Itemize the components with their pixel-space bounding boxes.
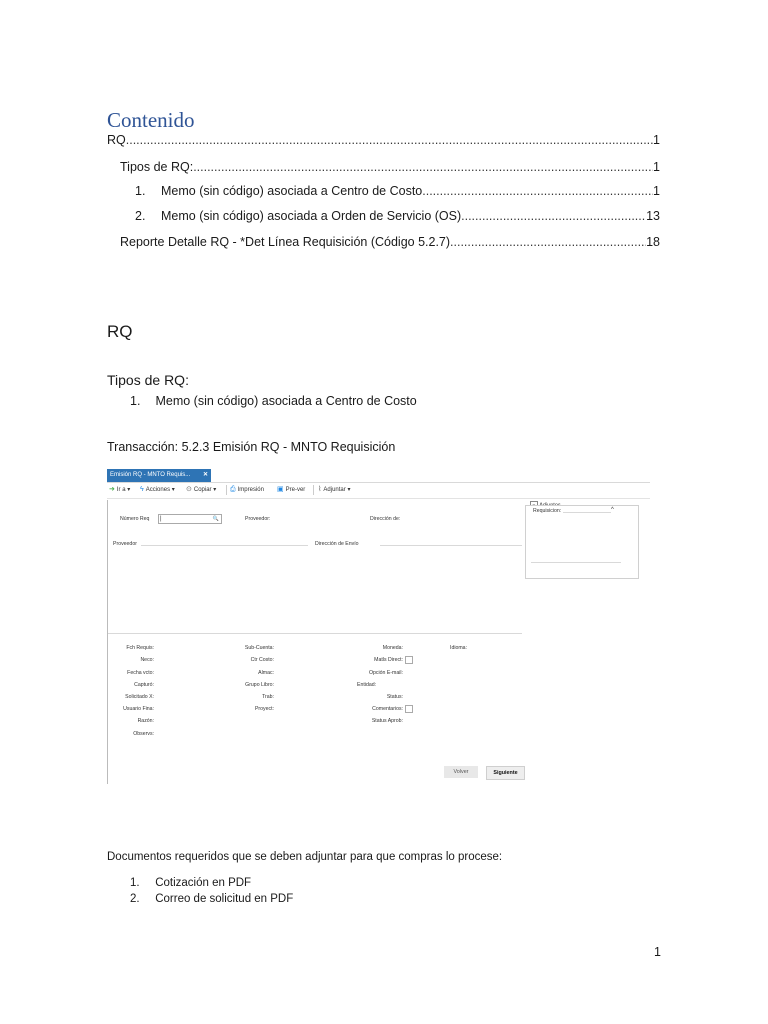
acciones-button[interactable]: ϟ Acciones ▾ bbox=[140, 486, 175, 493]
comentarios-checkbox[interactable] bbox=[405, 705, 413, 713]
toc-entry-text: Memo (sin código) asociada a Centro de Costo bbox=[161, 184, 423, 198]
toc-page: 1 bbox=[653, 133, 660, 147]
pre-ver-label: Pre-ver bbox=[285, 487, 306, 493]
toolbar bbox=[107, 483, 650, 499]
toc-leader bbox=[193, 160, 653, 174]
toc-entry-text: Reporte Detalle RQ - *Det Línea Requisición (Código 5.2.7) bbox=[120, 235, 451, 249]
page-number: 1 bbox=[654, 945, 661, 959]
list-item bbox=[130, 394, 417, 408]
list-text: Cotización en PDF bbox=[155, 877, 252, 889]
numero-req-input[interactable] bbox=[158, 514, 222, 524]
divider bbox=[563, 512, 611, 513]
proveedor-section-label: Proveedor bbox=[113, 541, 137, 547]
toc-page: 18 bbox=[646, 235, 660, 249]
siguiente-button[interactable]: Siguiente bbox=[486, 766, 525, 780]
matls-direct-label: Matls Direct: bbox=[374, 657, 403, 663]
grupo-libro-label: Grupo Libro: bbox=[245, 682, 274, 688]
toc-leader bbox=[126, 133, 653, 147]
list-item bbox=[130, 877, 251, 889]
adjuntar-label: Adjuntar bbox=[323, 487, 346, 493]
acciones-label: Acciones bbox=[145, 487, 171, 493]
copiar-button[interactable]: ⊙ Copiar ▾ bbox=[186, 486, 217, 493]
paperclip-icon: ⌇ bbox=[318, 486, 322, 493]
direccion-de-label: Dirección de: bbox=[370, 516, 401, 522]
ir-a-button[interactable]: ➜ Ir a ▾ bbox=[109, 486, 131, 493]
toc-entry-memo-cc[interactable] bbox=[135, 184, 660, 198]
toc-entry-text: RQ bbox=[107, 133, 126, 147]
tab-title: Emisión RQ - MNTO Requis... bbox=[110, 472, 191, 478]
status-aprob-label: Status Aprob: bbox=[371, 718, 403, 724]
fecha-vcto-label: Fecha vcto: bbox=[127, 670, 154, 676]
toc-entry-text: Tipos de RQ: bbox=[120, 160, 194, 174]
toc-entry-reporte[interactable] bbox=[120, 235, 660, 249]
divider bbox=[531, 562, 621, 563]
observs-label: Observs: bbox=[133, 731, 154, 737]
toc-leader bbox=[461, 209, 646, 223]
app-screenshot bbox=[107, 467, 650, 787]
arrow-icon: ➜ bbox=[109, 486, 115, 493]
neco-label: Neco: bbox=[140, 657, 154, 663]
adjuntar-button[interactable]: ⌇ Adjuntar ▾ bbox=[318, 486, 351, 493]
entidad-label: Entidad: bbox=[357, 682, 377, 688]
adjuntos-panel bbox=[525, 505, 639, 579]
docs-intro: Documentos requeridos que se deben adjuntar para que compras lo procese: bbox=[107, 851, 503, 863]
solicitado-label: Solicitado X: bbox=[125, 694, 154, 700]
divider bbox=[108, 633, 522, 634]
toc-entry-num: 2. bbox=[135, 209, 146, 223]
heading-tipos-rq: Tipos de RQ: bbox=[107, 372, 189, 388]
toc-page: 1 bbox=[653, 184, 660, 198]
requisicion-label: Requisicion: bbox=[533, 508, 562, 514]
toc-entry-rq[interactable] bbox=[107, 133, 660, 147]
lightning-icon: ϟ bbox=[140, 486, 144, 493]
comentarios-label: Comentarios: bbox=[372, 706, 403, 712]
numero-req-label: Número Req bbox=[120, 516, 150, 522]
proyect-label: Proyect: bbox=[254, 706, 274, 712]
usuario-fina-label: Usuario Fina: bbox=[123, 706, 154, 712]
ctr-costo-label: Ctr Costo: bbox=[250, 657, 274, 663]
copy-icon: ⊙ bbox=[186, 486, 192, 493]
toc-title: Contenido bbox=[107, 108, 195, 132]
status-label: Status: bbox=[386, 694, 403, 700]
ir-a-label: Ir a bbox=[116, 487, 126, 493]
list-number: 2. bbox=[130, 893, 140, 905]
tab-emision-rq[interactable] bbox=[107, 469, 211, 482]
impresion-button[interactable] bbox=[230, 485, 264, 495]
heading-rq: RQ bbox=[107, 322, 133, 341]
toolbar-divider bbox=[313, 485, 314, 495]
close-icon[interactable]: ✕ bbox=[202, 472, 208, 478]
impresion-label: Impresión bbox=[237, 487, 264, 493]
search-icon[interactable]: 🔍 bbox=[212, 516, 219, 522]
copiar-label: Copiar bbox=[193, 487, 212, 493]
toc-entry-text: Memo (sin código) asociada a Orden de Servicio (OS) bbox=[161, 209, 462, 223]
toc-page: 13 bbox=[646, 209, 660, 223]
list-text: Correo de solicitud en PDF bbox=[155, 893, 294, 905]
toc-leader bbox=[450, 235, 646, 249]
idioma-label: Idioma: bbox=[450, 645, 468, 651]
toc-entry-memo-os[interactable] bbox=[135, 209, 660, 223]
moneda-label: Moneda: bbox=[382, 645, 403, 651]
matls-direct-checkbox[interactable] bbox=[405, 656, 413, 664]
pre-ver-button[interactable] bbox=[277, 485, 305, 495]
direccion-envio-label: Dirección de Envío bbox=[315, 541, 359, 547]
toolbar-divider bbox=[226, 485, 227, 495]
volver-button[interactable]: Volver bbox=[444, 766, 478, 778]
razon-label: Razón: bbox=[137, 718, 154, 724]
list-number: 1. bbox=[130, 394, 141, 408]
preview-icon: ▣ bbox=[277, 486, 284, 493]
toc-entry-num: 1. bbox=[135, 184, 146, 198]
almac-label: Almac: bbox=[258, 670, 274, 676]
divider bbox=[141, 545, 308, 546]
toc-leader bbox=[422, 184, 653, 198]
divider bbox=[380, 545, 522, 546]
requisicion-form bbox=[107, 500, 526, 784]
capturo-label: Capturó: bbox=[134, 682, 154, 688]
list-number: 1. bbox=[130, 877, 140, 889]
toc-entry-tipos[interactable] bbox=[120, 160, 660, 174]
sub-cuenta-label: Sub-Cuenta: bbox=[244, 645, 274, 651]
trab-label: Trab: bbox=[262, 694, 274, 700]
transaction-label: Transacción: 5.2.3 Emisión RQ - MNTO Requisición bbox=[107, 440, 396, 454]
chevron-up-icon[interactable]: ^ bbox=[611, 507, 614, 513]
list-item bbox=[130, 893, 293, 905]
toc-page: 1 bbox=[653, 160, 660, 174]
tab-bar bbox=[107, 467, 650, 483]
list-text: Memo (sin código) asociada a Centro de Costo bbox=[155, 394, 417, 408]
proveedor-top-label: Proveedor: bbox=[245, 516, 271, 522]
text-cursor: | bbox=[160, 516, 162, 522]
opcion-email-label: Opción E-mail: bbox=[368, 670, 403, 676]
printer-icon: ⎙ bbox=[230, 486, 236, 493]
fch-requis-label: Fch Requis: bbox=[126, 645, 154, 651]
